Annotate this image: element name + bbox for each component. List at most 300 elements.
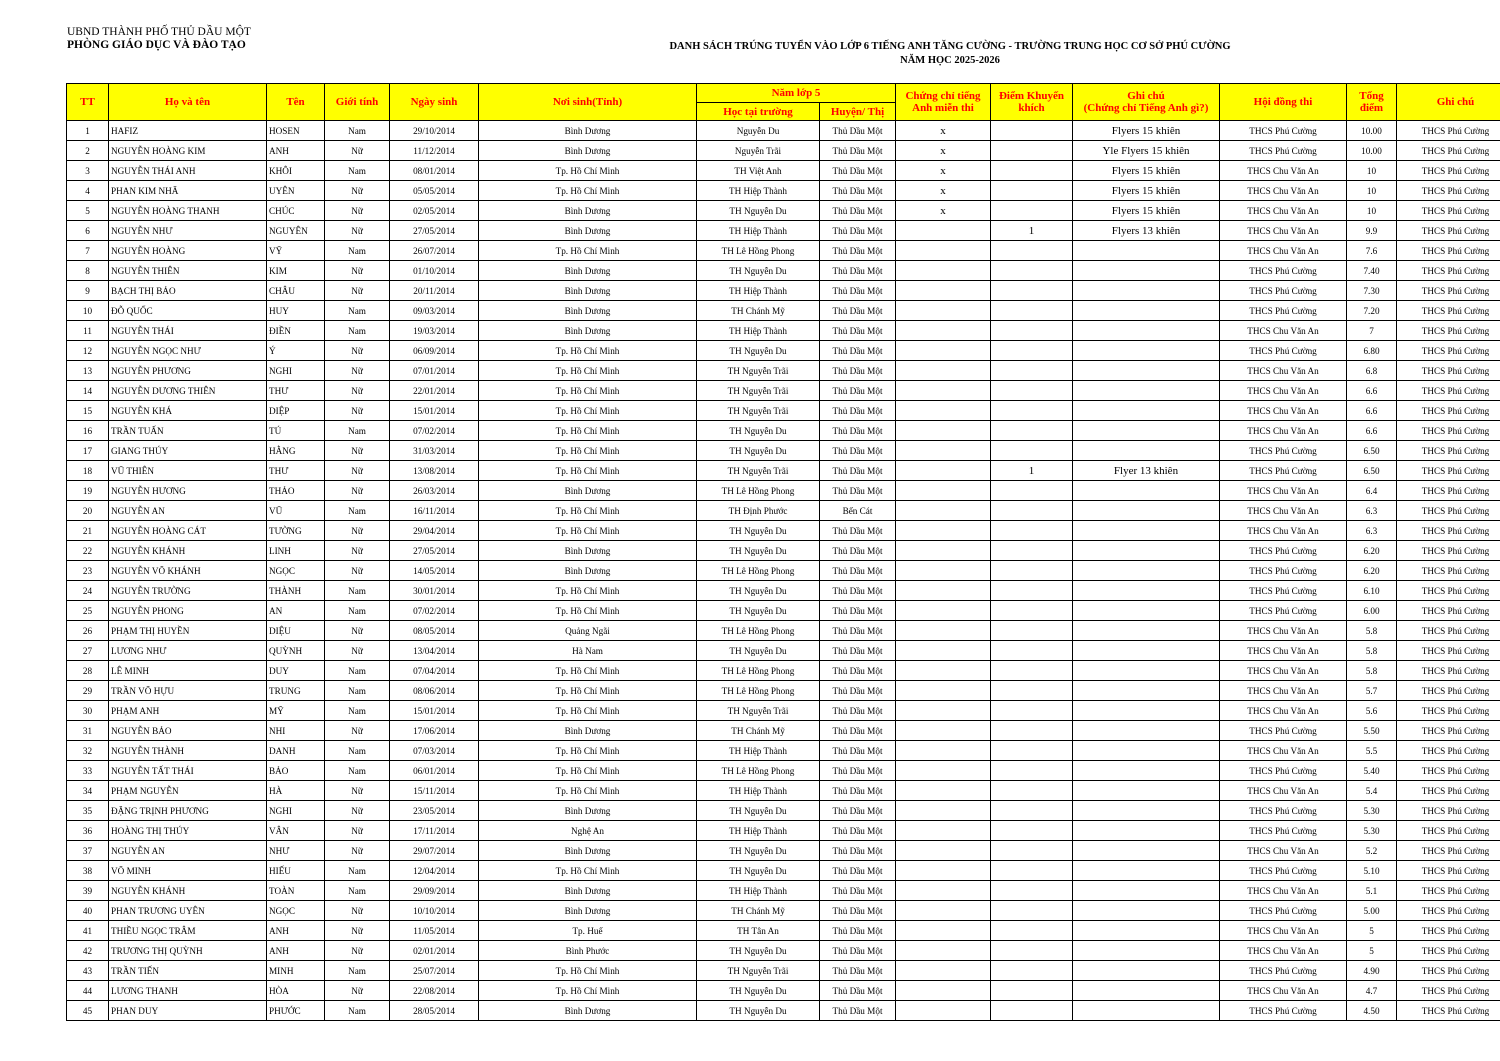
cell-hoi-dong-thi: THCS Chu Văn An	[1220, 701, 1347, 721]
cell-huyen-thi: Thủ Dầu Một	[820, 581, 896, 601]
cell-tong-diem: 5.1	[1347, 881, 1397, 901]
cell-ngay-sinh: 31/03/2014	[390, 441, 479, 461]
cell-gioi-tinh: Nữ	[325, 481, 390, 501]
cell-noi-sinh: Bình Dương	[479, 261, 697, 281]
cell-ghi-chu: THCS Phú Cường	[1397, 401, 1500, 421]
cell-ghi-chu-chung-chi: Flyers 15 khiên	[1073, 181, 1220, 201]
cell-gioi-tinh: Nữ	[325, 561, 390, 581]
cell-chung-chi	[896, 421, 991, 441]
cell-huyen-thi: Thủ Dầu Một	[820, 121, 896, 141]
cell-gioi-tinh: Nữ	[325, 781, 390, 801]
cell-tong-diem: 5.6	[1347, 701, 1397, 721]
cell-gioi-tinh: Nam	[325, 161, 390, 181]
cell-gioi-tinh: Nữ	[325, 941, 390, 961]
org-line-1: UBND THÀNH PHỐ THỦ DẦU MỘT	[67, 26, 251, 38]
cell-ghi-chu-chung-chi	[1073, 681, 1220, 701]
cell-huyen-thi: Thủ Dầu Một	[820, 861, 896, 881]
cell-ghi-chu-chung-chi	[1073, 801, 1220, 821]
cell-tong-diem: 5.50	[1347, 721, 1397, 741]
cell-huyen-thi: Thủ Dầu Một	[820, 221, 896, 241]
cell-ghi-chu-chung-chi: Flyer 13 khiên	[1073, 461, 1220, 481]
table-row	[67, 341, 1500, 361]
cell-gioi-tinh: Nữ	[325, 821, 390, 841]
cell-ten: HOSEN	[267, 121, 325, 141]
table-row	[67, 801, 1500, 821]
table-row	[67, 461, 1500, 481]
cell-chung-chi	[896, 721, 991, 741]
cell-chung-chi	[896, 461, 991, 481]
table-row	[67, 221, 1500, 241]
cell-gioi-tinh: Nam	[325, 881, 390, 901]
cell-khuyen-khich	[991, 521, 1073, 541]
cell-ngay-sinh: 15/01/2014	[390, 701, 479, 721]
cell-noi-sinh: Tp. Hồ Chí Minh	[479, 341, 697, 361]
cell-noi-sinh: Tp. Hồ Chí Minh	[479, 601, 697, 621]
cell-khuyen-khich	[991, 281, 1073, 301]
cell-chung-chi: x	[896, 121, 991, 141]
cell-hoi-dong-thi: THCS Chu Văn An	[1220, 921, 1347, 941]
cell-ghi-chu: THCS Phú Cường	[1397, 841, 1500, 861]
cell-hoc-tai-truong: TH Hiệp Thành	[697, 321, 820, 341]
cell-huyen-thi: Thủ Dầu Một	[820, 521, 896, 541]
cell-ho-ten: NGUYỄN VÕ KHÁNH	[109, 561, 267, 581]
cell-ghi-chu-chung-chi	[1073, 861, 1220, 881]
col-header-ghi-chu: Ghi chú	[1397, 84, 1500, 121]
cell-ngay-sinh: 09/03/2014	[390, 301, 479, 321]
cell-ghi-chu: THCS Phú Cường	[1397, 121, 1500, 141]
cell-ten: NHI	[267, 721, 325, 741]
cell-ghi-chu-chung-chi	[1073, 741, 1220, 761]
cell-ho-ten: VÕ MINH	[109, 861, 267, 881]
khuyen-khich-line-1: Điểm Khuyến	[998, 90, 1065, 102]
cell-gioi-tinh: Nữ	[325, 801, 390, 821]
cell-huyen-thi: Thủ Dầu Một	[820, 761, 896, 781]
cell-tt: 8	[67, 261, 109, 281]
cell-gioi-tinh: Nam	[325, 301, 390, 321]
cell-noi-sinh: Tp. Hồ Chí Minh	[479, 861, 697, 881]
cell-ngay-sinh: 16/11/2014	[390, 501, 479, 521]
cell-ten: DUY	[267, 661, 325, 681]
document-title	[560, 40, 1340, 68]
cell-ten: HUY	[267, 301, 325, 321]
cell-ho-ten: NGUYỄN THÁI	[109, 321, 267, 341]
cell-hoc-tai-truong: TH Lê Hồng Phong	[697, 661, 820, 681]
table-row	[67, 401, 1500, 421]
cell-hoi-dong-thi: THCS Phú Cường	[1220, 301, 1347, 321]
cell-hoi-dong-thi: THCS Chu Văn An	[1220, 501, 1347, 521]
cell-ngay-sinh: 29/04/2014	[390, 521, 479, 541]
cell-hoi-dong-thi: THCS Chu Văn An	[1220, 201, 1347, 221]
cell-ngay-sinh: 27/05/2014	[390, 541, 479, 561]
cell-tt: 4	[67, 181, 109, 201]
cell-khuyen-khich	[991, 961, 1073, 981]
cell-huyen-thi: Thủ Dầu Một	[820, 841, 896, 861]
cell-ngay-sinh: 12/04/2014	[390, 861, 479, 881]
cell-tt: 39	[67, 881, 109, 901]
cell-tt: 45	[67, 1001, 109, 1021]
table-row	[67, 981, 1500, 1001]
cell-huyen-thi: Thủ Dầu Một	[820, 421, 896, 441]
cell-noi-sinh: Tp. Hồ Chí Minh	[479, 241, 697, 261]
cell-gioi-tinh: Nam	[325, 741, 390, 761]
cell-noi-sinh: Tp. Hồ Chí Minh	[479, 741, 697, 761]
cell-ho-ten: NGUYỄN NHƯ	[109, 221, 267, 241]
cell-ghi-chu: THCS Phú Cường	[1397, 481, 1500, 501]
cell-tong-diem: 6.00	[1347, 601, 1397, 621]
cell-ten: CHÂU	[267, 281, 325, 301]
cell-hoi-dong-thi: THCS Phú Cường	[1220, 1001, 1347, 1021]
cell-ho-ten: PHAN TRƯƠNG UYÊN	[109, 901, 267, 921]
cell-ten: THẢO	[267, 481, 325, 501]
cell-noi-sinh: Bình Dương	[479, 1001, 697, 1021]
cell-ghi-chu: THCS Phú Cường	[1397, 241, 1500, 261]
cell-ghi-chu: THCS Phú Cường	[1397, 561, 1500, 581]
cell-ghi-chu-chung-chi	[1073, 361, 1220, 381]
cell-ghi-chu-chung-chi	[1073, 761, 1220, 781]
cell-hoc-tai-truong: TH Lê Hồng Phong	[697, 681, 820, 701]
cell-hoi-dong-thi: THCS Chu Văn An	[1220, 981, 1347, 1001]
cell-tt: 41	[67, 921, 109, 941]
cell-ghi-chu-chung-chi	[1073, 441, 1220, 461]
cell-gioi-tinh: Nam	[325, 501, 390, 521]
cell-tt: 10	[67, 301, 109, 321]
cell-gioi-tinh: Nam	[325, 681, 390, 701]
cell-chung-chi: x	[896, 201, 991, 221]
cell-tong-diem: 7.20	[1347, 301, 1397, 321]
cell-chung-chi	[896, 761, 991, 781]
cell-gioi-tinh: Nam	[325, 861, 390, 881]
cell-khuyen-khich	[991, 141, 1073, 161]
cell-gioi-tinh: Nữ	[325, 261, 390, 281]
cell-ngay-sinh: 17/06/2014	[390, 721, 479, 741]
cell-ten: DIỆU	[267, 621, 325, 641]
cell-chung-chi	[896, 821, 991, 841]
admission-table	[66, 83, 1500, 1021]
cell-ghi-chu-chung-chi	[1073, 941, 1220, 961]
cell-tong-diem: 6.20	[1347, 561, 1397, 581]
cell-chung-chi	[896, 401, 991, 421]
cell-hoi-dong-thi: THCS Chu Văn An	[1220, 741, 1347, 761]
cell-ngay-sinh: 02/05/2014	[390, 201, 479, 221]
cell-ghi-chu: THCS Phú Cường	[1397, 661, 1500, 681]
cell-hoi-dong-thi: THCS Chu Văn An	[1220, 181, 1347, 201]
col-header-gioi-tinh: Giới tính	[325, 84, 390, 121]
cell-hoi-dong-thi: THCS Phú Cường	[1220, 821, 1347, 841]
title-line-2: NĂM HỌC 2025-2026	[900, 55, 1000, 66]
table-row	[67, 761, 1500, 781]
cell-ghi-chu-chung-chi: Flyers 13 khiên	[1073, 221, 1220, 241]
table-row	[67, 161, 1500, 181]
table-row	[67, 181, 1500, 201]
table-row	[67, 661, 1500, 681]
cell-hoc-tai-truong: TH Nguyễn Du	[697, 601, 820, 621]
cell-ten: NGUYÊN	[267, 221, 325, 241]
cell-chung-chi	[896, 361, 991, 381]
ghi-chu-cc-line-1: Ghi chú	[1127, 90, 1165, 102]
cell-hoc-tai-truong: TH Nguyễn Trãi	[697, 701, 820, 721]
cell-ngay-sinh: 22/08/2014	[390, 981, 479, 1001]
cell-ghi-chu-chung-chi	[1073, 961, 1220, 981]
cell-huyen-thi: Thủ Dầu Một	[820, 781, 896, 801]
cell-tong-diem: 5.40	[1347, 761, 1397, 781]
cell-gioi-tinh: Nam	[325, 661, 390, 681]
cell-khuyen-khich	[991, 161, 1073, 181]
cell-hoi-dong-thi: THCS Chu Văn An	[1220, 401, 1347, 421]
cell-ho-ten: PHẠM NGUYỄN	[109, 781, 267, 801]
cell-hoc-tai-truong: TH Hiệp Thành	[697, 881, 820, 901]
col-header-tt: TT	[67, 84, 109, 121]
tong-diem-line-2: điểm	[1359, 102, 1384, 114]
cell-chung-chi	[896, 921, 991, 941]
cell-ngay-sinh: 07/03/2014	[390, 741, 479, 761]
cell-hoc-tai-truong: Nguyễn Du	[697, 121, 820, 141]
cell-hoc-tai-truong: TH Nguyễn Du	[697, 941, 820, 961]
table-row	[67, 921, 1500, 941]
cell-tong-diem: 6.3	[1347, 521, 1397, 541]
cell-noi-sinh: Tp. Hồ Chí Minh	[479, 581, 697, 601]
cell-tong-diem: 6.6	[1347, 381, 1397, 401]
cell-hoi-dong-thi: THCS Chu Văn An	[1220, 161, 1347, 181]
cell-noi-sinh: Tp. Hồ Chí Minh	[479, 181, 697, 201]
cell-ngay-sinh: 19/03/2014	[390, 321, 479, 341]
cell-khuyen-khich	[991, 781, 1073, 801]
cell-ngay-sinh: 15/01/2014	[390, 401, 479, 421]
cell-ngay-sinh: 13/08/2014	[390, 461, 479, 481]
cell-khuyen-khich	[991, 581, 1073, 601]
cell-ho-ten: NGUYỄN HOÀNG THANH	[109, 201, 267, 221]
cell-gioi-tinh: Nữ	[325, 141, 390, 161]
cell-ten: THƯ	[267, 461, 325, 481]
cell-tt: 28	[67, 661, 109, 681]
cell-huyen-thi: Thủ Dầu Một	[820, 881, 896, 901]
cell-ghi-chu-chung-chi	[1073, 281, 1220, 301]
col-header-ghi-chu-chung-chi	[1073, 84, 1220, 121]
cell-tt: 33	[67, 761, 109, 781]
cell-hoi-dong-thi: THCS Phú Cường	[1220, 561, 1347, 581]
cell-tong-diem: 10	[1347, 161, 1397, 181]
cell-tong-diem: 5.8	[1347, 621, 1397, 641]
cell-hoc-tai-truong: TH Lê Hồng Phong	[697, 241, 820, 261]
cell-noi-sinh: Tp. Hồ Chí Minh	[479, 381, 697, 401]
cell-hoc-tai-truong: TH Nguyễn Trãi	[697, 961, 820, 981]
cell-hoi-dong-thi: THCS Phú Cường	[1220, 761, 1347, 781]
cell-ghi-chu-chung-chi	[1073, 401, 1220, 421]
cell-hoc-tai-truong: TH Hiệp Thành	[697, 281, 820, 301]
cell-ngay-sinh: 29/07/2014	[390, 841, 479, 861]
cell-tt: 23	[67, 561, 109, 581]
cell-gioi-tinh: Nữ	[325, 641, 390, 661]
cell-hoi-dong-thi: THCS Phú Cường	[1220, 961, 1347, 981]
cell-tong-diem: 5	[1347, 941, 1397, 961]
cell-hoi-dong-thi: THCS Chu Văn An	[1220, 481, 1347, 501]
cell-ghi-chu: THCS Phú Cường	[1397, 961, 1500, 981]
table-row	[67, 581, 1500, 601]
cell-hoi-dong-thi: THCS Chu Văn An	[1220, 241, 1347, 261]
cell-tong-diem: 6.3	[1347, 501, 1397, 521]
cell-noi-sinh: Tp. Hồ Chí Minh	[479, 681, 697, 701]
cell-ten: LINH	[267, 541, 325, 561]
cell-huyen-thi: Thủ Dầu Một	[820, 181, 896, 201]
cell-ten: PHƯỚC	[267, 1001, 325, 1021]
col-header-nam-lop-5: Năm lớp 5	[697, 84, 896, 103]
cell-khuyen-khich: 1	[991, 221, 1073, 241]
cell-tt: 6	[67, 221, 109, 241]
cell-chung-chi: x	[896, 161, 991, 181]
cell-noi-sinh: Tp. Hồ Chí Minh	[479, 461, 697, 481]
cell-ten: THÀNH	[267, 581, 325, 601]
cell-hoi-dong-thi: THCS Chu Văn An	[1220, 421, 1347, 441]
cell-hoc-tai-truong: TH Chánh Mỹ	[697, 901, 820, 921]
cell-huyen-thi: Thủ Dầu Một	[820, 561, 896, 581]
cell-hoi-dong-thi: THCS Phú Cường	[1220, 861, 1347, 881]
cell-tt: 3	[67, 161, 109, 181]
cell-huyen-thi: Thủ Dầu Một	[820, 681, 896, 701]
cell-tong-diem: 5.7	[1347, 681, 1397, 701]
table-row	[67, 241, 1500, 261]
cell-ngay-sinh: 22/01/2014	[390, 381, 479, 401]
table-row	[67, 381, 1500, 401]
cell-huyen-thi: Thủ Dầu Một	[820, 241, 896, 261]
cell-ho-ten: NGUYỄN AN	[109, 841, 267, 861]
cell-tong-diem: 10.00	[1347, 141, 1397, 161]
cell-noi-sinh: Tp. Hồ Chí Minh	[479, 661, 697, 681]
cell-hoi-dong-thi: THCS Phú Cường	[1220, 121, 1347, 141]
cell-ho-ten: NGUYỄN KHÁNH	[109, 881, 267, 901]
cell-tt: 31	[67, 721, 109, 741]
cell-ngay-sinh: 29/10/2014	[390, 121, 479, 141]
cell-tong-diem: 4.90	[1347, 961, 1397, 981]
cell-ngay-sinh: 01/10/2014	[390, 261, 479, 281]
cell-hoc-tai-truong: Nguyễn Trãi	[697, 141, 820, 161]
table-row	[67, 841, 1500, 861]
table-row	[67, 561, 1500, 581]
cell-hoc-tai-truong: TH Nguyễn Du	[697, 261, 820, 281]
cell-huyen-thi: Thủ Dầu Một	[820, 621, 896, 641]
cell-noi-sinh: Bình Dương	[479, 281, 697, 301]
col-header-huyen-thi: Huyện/ Thị	[820, 103, 896, 121]
cell-hoi-dong-thi: THCS Chu Văn An	[1220, 641, 1347, 661]
cell-hoc-tai-truong: TH Hiệp Thành	[697, 741, 820, 761]
cell-khuyen-khich	[991, 721, 1073, 741]
cell-ghi-chu: THCS Phú Cường	[1397, 501, 1500, 521]
cell-ten: DIỆP	[267, 401, 325, 421]
cell-ghi-chu-chung-chi	[1073, 661, 1220, 681]
cell-hoc-tai-truong: TH Nguyễn Du	[697, 841, 820, 861]
cell-ngay-sinh: 29/09/2014	[390, 881, 479, 901]
cell-ghi-chu-chung-chi	[1073, 841, 1220, 861]
cell-tong-diem: 10	[1347, 201, 1397, 221]
cell-hoi-dong-thi: THCS Chu Văn An	[1220, 381, 1347, 401]
cell-ngay-sinh: 07/02/2014	[390, 601, 479, 621]
cell-tt: 15	[67, 401, 109, 421]
cell-ten: HIẾU	[267, 861, 325, 881]
cell-ten: AN	[267, 601, 325, 621]
col-header-tong-diem	[1347, 84, 1397, 121]
cell-chung-chi	[896, 661, 991, 681]
table-row	[67, 681, 1500, 701]
cell-chung-chi	[896, 881, 991, 901]
cell-khuyen-khich	[991, 481, 1073, 501]
cell-ghi-chu-chung-chi: Yle Flyers 15 khiên	[1073, 141, 1220, 161]
cell-ho-ten: NGUYỄN BẢO	[109, 721, 267, 741]
cell-gioi-tinh: Nữ	[325, 221, 390, 241]
cell-ten: NGHI	[267, 801, 325, 821]
cell-ghi-chu: THCS Phú Cường	[1397, 701, 1500, 721]
cell-hoc-tai-truong: TH Nguyễn Du	[697, 441, 820, 461]
cell-ghi-chu-chung-chi	[1073, 721, 1220, 741]
cell-hoi-dong-thi: THCS Chu Văn An	[1220, 321, 1347, 341]
cell-ghi-chu-chung-chi	[1073, 321, 1220, 341]
cell-ten: HÒA	[267, 981, 325, 1001]
cell-tt: 12	[67, 341, 109, 361]
cell-gioi-tinh: Nam	[325, 121, 390, 141]
cell-hoi-dong-thi: THCS Phú Cường	[1220, 261, 1347, 281]
cell-tong-diem: 6.4	[1347, 481, 1397, 501]
table-row	[67, 281, 1500, 301]
cell-tong-diem: 7.6	[1347, 241, 1397, 261]
cell-tt: 35	[67, 801, 109, 821]
cell-noi-sinh: Bình Dương	[479, 121, 697, 141]
cell-ho-ten: HAFIZ	[109, 121, 267, 141]
cell-hoi-dong-thi: THCS Phú Cường	[1220, 341, 1347, 361]
cell-tt: 20	[67, 501, 109, 521]
cell-ngay-sinh: 06/01/2014	[390, 761, 479, 781]
cell-gioi-tinh: Nam	[325, 601, 390, 621]
cell-gioi-tinh: Nam	[325, 321, 390, 341]
cell-chung-chi	[896, 801, 991, 821]
cell-hoc-tai-truong: TH Nguyễn Du	[697, 521, 820, 541]
cell-hoc-tai-truong: TH Hiệp Thành	[697, 181, 820, 201]
cell-tong-diem: 6.80	[1347, 341, 1397, 361]
table-row	[67, 821, 1500, 841]
cell-ghi-chu-chung-chi: Flyers 15 khiên	[1073, 121, 1220, 141]
cell-noi-sinh: Bình Phước	[479, 941, 697, 961]
cell-huyen-thi: Thủ Dầu Một	[820, 161, 896, 181]
cell-khuyen-khich	[991, 201, 1073, 221]
cell-gioi-tinh: Nữ	[325, 541, 390, 561]
table-row	[67, 781, 1500, 801]
cell-tong-diem: 6.8	[1347, 361, 1397, 381]
cell-ngay-sinh: 20/11/2014	[390, 281, 479, 301]
cell-ghi-chu-chung-chi	[1073, 341, 1220, 361]
cell-tt: 27	[67, 641, 109, 661]
cell-ghi-chu: THCS Phú Cường	[1397, 861, 1500, 881]
table-row	[67, 421, 1500, 441]
cell-ho-ten: NGUYỄN HOÀNG KIM	[109, 141, 267, 161]
cell-hoi-dong-thi: THCS Phú Cường	[1220, 581, 1347, 601]
cell-ho-ten: GIANG THÚY	[109, 441, 267, 461]
cell-ngay-sinh: 11/12/2014	[390, 141, 479, 161]
table-row	[67, 521, 1500, 541]
cell-noi-sinh: Tp. Hồ Chí Minh	[479, 361, 697, 381]
cell-ghi-chu: THCS Phú Cường	[1397, 681, 1500, 701]
cell-ngay-sinh: 30/01/2014	[390, 581, 479, 601]
cell-ho-ten: ĐẶNG TRỊNH PHƯƠNG	[109, 801, 267, 821]
cell-huyen-thi: Thủ Dầu Một	[820, 921, 896, 941]
cell-khuyen-khich	[991, 701, 1073, 721]
cell-ho-ten: LƯƠNG NHƯ	[109, 641, 267, 661]
cell-ho-ten: NGUYỄN NGỌC NHƯ	[109, 341, 267, 361]
cell-hoi-dong-thi: THCS Phú Cường	[1220, 801, 1347, 821]
cell-ghi-chu-chung-chi	[1073, 421, 1220, 441]
cell-khuyen-khich	[991, 501, 1073, 521]
cell-gioi-tinh: Nữ	[325, 721, 390, 741]
cell-ghi-chu: THCS Phú Cường	[1397, 141, 1500, 161]
cell-khuyen-khich	[991, 421, 1073, 441]
cell-chung-chi	[896, 701, 991, 721]
cell-huyen-thi: Bến Cát	[820, 501, 896, 521]
table-body	[67, 121, 1500, 1021]
